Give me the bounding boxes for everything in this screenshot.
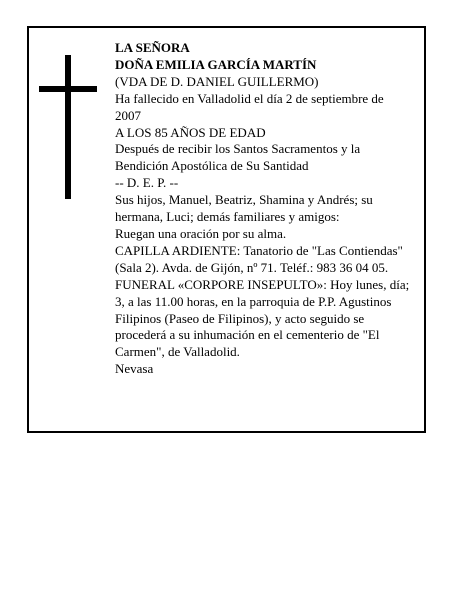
widow-of-line: (VDA DE D. DANIEL GUILLERMO) <box>115 73 319 89</box>
sacraments-line-continued: Bendición Apostólica de Su Santidad <box>115 158 309 174</box>
notice-title: LA SEÑORA <box>115 40 190 55</box>
funeral-home-signature: Nevasa <box>115 361 154 377</box>
burial-line: procederá a su inhumación en el cementerio de "El <box>115 327 380 343</box>
funeral-place-line: Filipinos (Paseo de Filipinos), y acto seguido se <box>115 310 365 326</box>
cemetery-line: Carmen", de Valladolid. <box>115 344 240 360</box>
death-line: Ha fallecido en Valladolid el día 2 de septiembre de <box>115 90 384 106</box>
obituary-notice <box>27 26 426 433</box>
rest-in-peace-line: -- D. E. P. -- <box>115 175 179 191</box>
family-line: Sus hijos, Manuel, Beatriz, Shamina y Andrés; su <box>115 192 373 208</box>
funeral-line: FUNERAL «CORPORE INSEPULTO»: Hoy lunes, día; <box>115 276 410 292</box>
notice-text-block <box>115 40 427 378</box>
chapel-address-line: (Sala 2). Avda. de Gijón, nº 71. Teléf.: 983 36 04 05. <box>115 259 389 275</box>
family-line-continued: hermana, Luci; demás familiares y amigos: <box>115 209 340 225</box>
deceased-name: DOÑA EMILIA GARCÍA MARTÍN <box>115 56 317 72</box>
funeral-time-line: 3, a las 11.00 horas, en la parroquia de P.P. Agustinos <box>115 293 392 309</box>
chapel-line: CAPILLA ARDIENTE: Tanatorio de "Las Contiendas" <box>115 242 403 258</box>
age-line: A LOS 85 AÑOS DE EDAD <box>115 124 266 140</box>
latin-cross-icon <box>39 55 97 199</box>
sacraments-line: Después de recibir los Santos Sacramentos y la <box>115 141 361 157</box>
cross-vertical-bar <box>65 55 71 199</box>
cross-horizontal-bar <box>39 86 97 92</box>
prayer-request: Ruegan una oración por su alma. <box>115 225 287 241</box>
death-year-line: 2007 <box>115 107 141 123</box>
